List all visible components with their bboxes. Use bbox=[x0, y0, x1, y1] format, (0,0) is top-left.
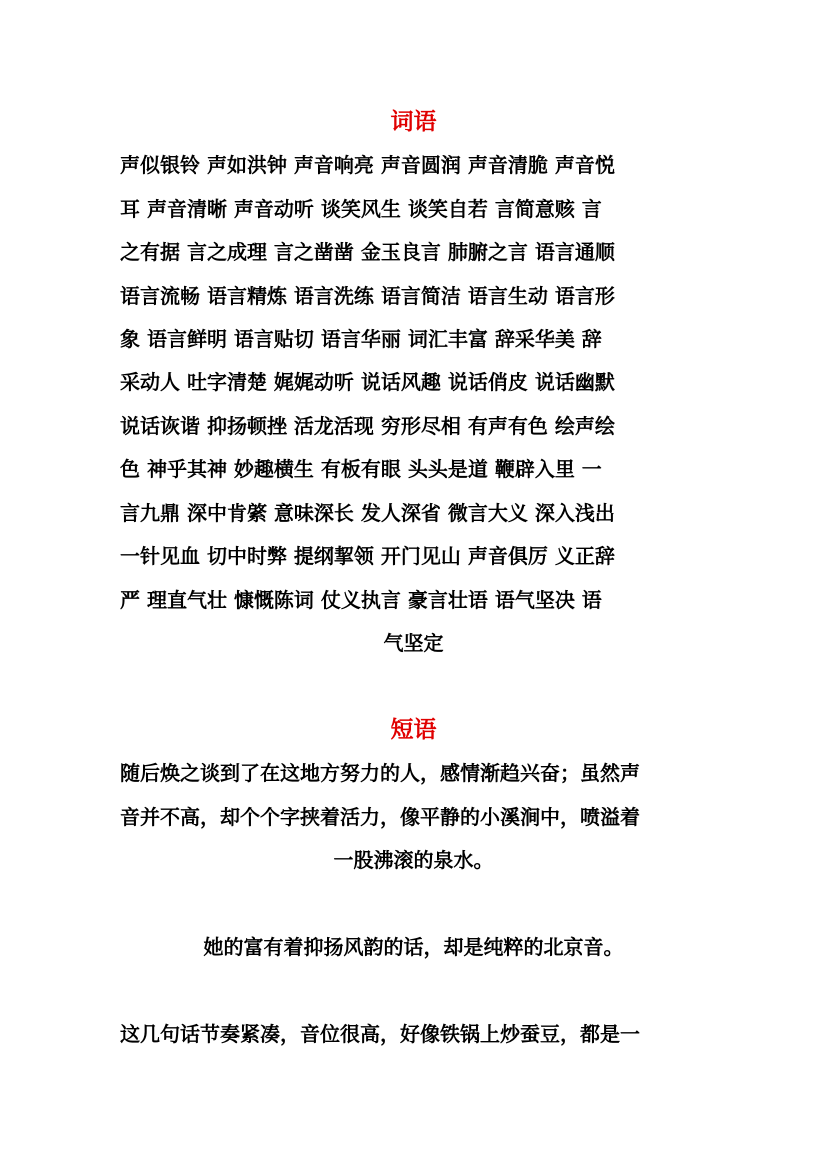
ciyu-line: 说话诙谐 抑扬顿挫 活龙活现 穷形尽相 有声有色 绘声绘 bbox=[120, 414, 615, 438]
ciyu-line: 之有据 言之成理 言之凿凿 金玉良言 肺腑之言 语言通顺 bbox=[120, 240, 615, 264]
ciyu-line: 声似银铃 声如洪钟 声音响亮 声音圆润 声音清脆 声音悦 bbox=[120, 153, 615, 177]
ciyu-line: 一针见血 切中时弊 提纲挈领 开门见山 声音俱厉 义正辞 bbox=[120, 544, 615, 568]
section-title-ciyu: 词语 bbox=[390, 108, 437, 135]
ciyu-line: 采动人 吐字清楚 娓娓动听 说话风趣 说话俏皮 说话幽默 bbox=[120, 370, 615, 394]
ciyu-line: 气坚定 bbox=[383, 631, 444, 655]
ciyu-line: 语言流畅 语言精炼 语言洗练 语言简洁 语言生动 语言形 bbox=[120, 284, 615, 308]
phrase-line: 音并不高，却个个字挟着活力，像平静的小溪涧中，喷溢着 bbox=[120, 805, 640, 829]
ciyu-line: 耳 声音清晰 声音动听 谈笑风生 谈笑自若 言简意赅 言 bbox=[120, 197, 602, 221]
ciyu-line: 严 理直气壮 慷慨陈词 仗义执言 豪言壮语 语气坚决 语 bbox=[120, 588, 602, 612]
phrase-line: 这几句话节奏紧凑，音位很高，好像铁锅上炒蚕豆，都是一 bbox=[120, 1022, 640, 1046]
phrase-line: 随后焕之谈到了在这地方努力的人，感情渐趋兴奋；虽然声 bbox=[120, 761, 640, 785]
ciyu-line: 色 神乎其神 妙趣横生 有板有眼 头头是道 鞭辟入里 一 bbox=[120, 457, 602, 481]
section-title-duanyu: 短语 bbox=[390, 716, 437, 743]
ciyu-line: 象 语言鲜明 语言贴切 语言华丽 词汇丰富 辞采华美 辞 bbox=[120, 327, 602, 351]
phrase-line: 她的富有着抑扬风韵的话，却是纯粹的北京音。 bbox=[203, 935, 624, 959]
phrase-line: 一股沸滚的泉水。 bbox=[333, 848, 494, 872]
ciyu-line: 言九鼎 深中肯綮 意味深长 发人深省 微言大义 深入浅出 bbox=[120, 501, 615, 525]
